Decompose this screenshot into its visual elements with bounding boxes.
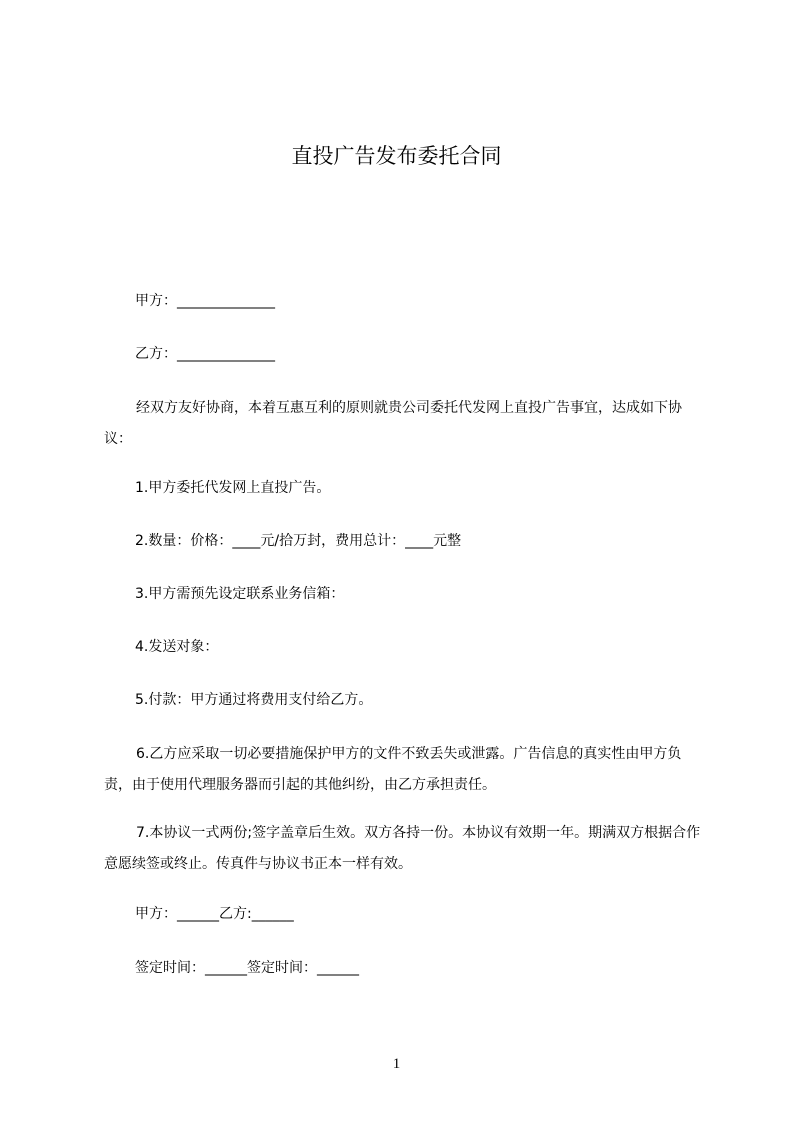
signature-line: 甲方：______乙方:______	[135, 906, 294, 922]
clause-5: 5.付款：甲方通过将费用支付给乙方。	[135, 692, 373, 708]
clause-6	[104, 739, 704, 801]
clause-7	[104, 818, 704, 880]
page-number: 1	[392, 1056, 401, 1072]
party-b-line: 乙方：______________	[135, 346, 275, 362]
document-title: 直投广告发布委托合同	[291, 144, 502, 168]
clause-3: 3.甲方需预先设定联系业务信箱：	[135, 586, 345, 602]
date-line: 签定时间：______签定时间：______	[135, 960, 359, 976]
clause-4: 4.发送对象：	[135, 639, 219, 655]
clause-7-text: 7.本协议一式两份;签字盖章后生效。双方各持一份。本协议有效期一年。期满双方根据合作意愿续签或终止。传真件与协议书正本一样有效。	[104, 825, 701, 872]
clause-2: 2.数量：价格：____元/拾万封，费用总计：____元整	[135, 533, 462, 549]
intro-paragraph	[104, 393, 704, 455]
party-a-line: 甲方：______________	[135, 293, 275, 309]
clause-1: 1.甲方委托代发网上直投广告。	[135, 480, 331, 496]
clause-6-text: 6.乙方应采取一切必要措施保护甲方的文件不致丢失或泄露。广告信息的真实性由甲方负责，由于使用代理服务器而引起的其他纠纷，由乙方承担责任。	[104, 746, 682, 793]
intro-text: 经双方友好协商，本着互惠互利的原则就贵公司委托代发网上直投广告事宜，达成如下协议：	[104, 400, 682, 447]
